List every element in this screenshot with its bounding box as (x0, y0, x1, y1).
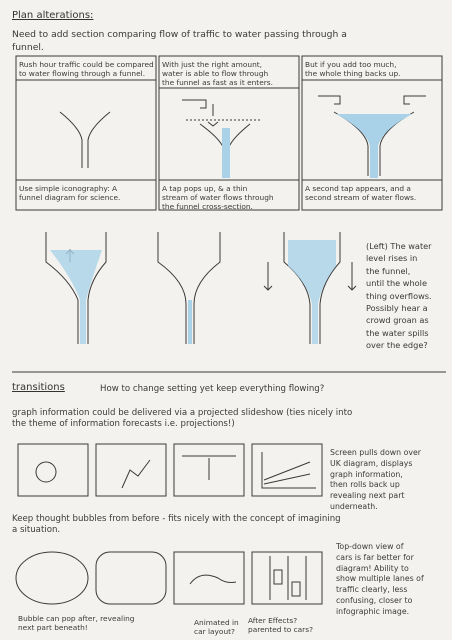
slide-frame-1 (18, 444, 88, 496)
bubble-frame-3 (174, 552, 244, 604)
cars-note: Top-down view of cars is far better for diagram! Ability to show multiple lanes of traffic clearly, less confusing, closer to infographic image. (336, 542, 424, 616)
screen-note: Screen pulls down over UK diagram, displays graph information, then rolls back up revealing next part underneath. (330, 448, 421, 511)
panel-3-bottom-caption: A second tap appears, and a second stream of water flows. (305, 184, 417, 202)
bubble-frame-2 (96, 552, 166, 604)
after-effects-caption: After Effects? parented to cars? (248, 616, 313, 634)
graph-note: graph information could be delivered via a projected slideshow (ties nicely into the theme of information forecasts i.e. projections!) (12, 408, 353, 429)
funnel-1-water (50, 250, 102, 344)
panel-3-top-caption: But if you add too much, the whole thing backs up. (305, 60, 401, 78)
panel-2-bottom-caption: A tap pops up, & a thin stream of water flows through the funnel cross-section. (162, 184, 274, 211)
panel-2-top-caption: With just the right amount, water is able to flow through the funnel as fast as it enters. (162, 60, 273, 87)
panel-1-frame (16, 56, 156, 210)
panel-3-tap-2-icon (404, 96, 426, 104)
funnel-2-water (188, 300, 192, 344)
tap-icons (182, 96, 426, 108)
panel-2-water-stream (222, 128, 230, 178)
page-title: Plan alterations: (12, 10, 94, 21)
transitions-heading: transitions (12, 382, 65, 393)
water-fills (50, 114, 412, 344)
panel-3-water (336, 114, 412, 178)
overflow-note: (Left) The water level rises in the funnel, until the whole thing overflows. Possibly hear a crowd groan as the water spills over the edge? (366, 241, 432, 351)
panel-3-tap-1-icon (318, 96, 340, 104)
bubble-note: Keep thought bubbles from before - fits nicely with the concept of imagining a situation. (12, 514, 341, 535)
bubble-caption: Bubble can pop after, revealing next part beneath! (18, 614, 135, 632)
transitions-question: How to change setting yet keep everything flowing? (100, 384, 325, 394)
bubble-frame-4 (252, 552, 322, 604)
intro-note: Need to add section comparing flow of traffic to water passing through a funnel. (12, 29, 347, 53)
panel-1-top-caption: Rush hour traffic could be compared to water flowing through a funnel. (19, 60, 154, 78)
bubble-frame-1 (16, 552, 88, 604)
funnel-3-water (288, 240, 336, 344)
slide-frame-2 (96, 444, 166, 496)
panel-2-tap-icon (182, 100, 206, 108)
panel-1-funnel (60, 112, 110, 168)
panel-1-bottom-caption: Use simple iconography: A funnel diagram for science. (19, 184, 121, 202)
animated-caption: Animated in car layout? (194, 618, 239, 636)
